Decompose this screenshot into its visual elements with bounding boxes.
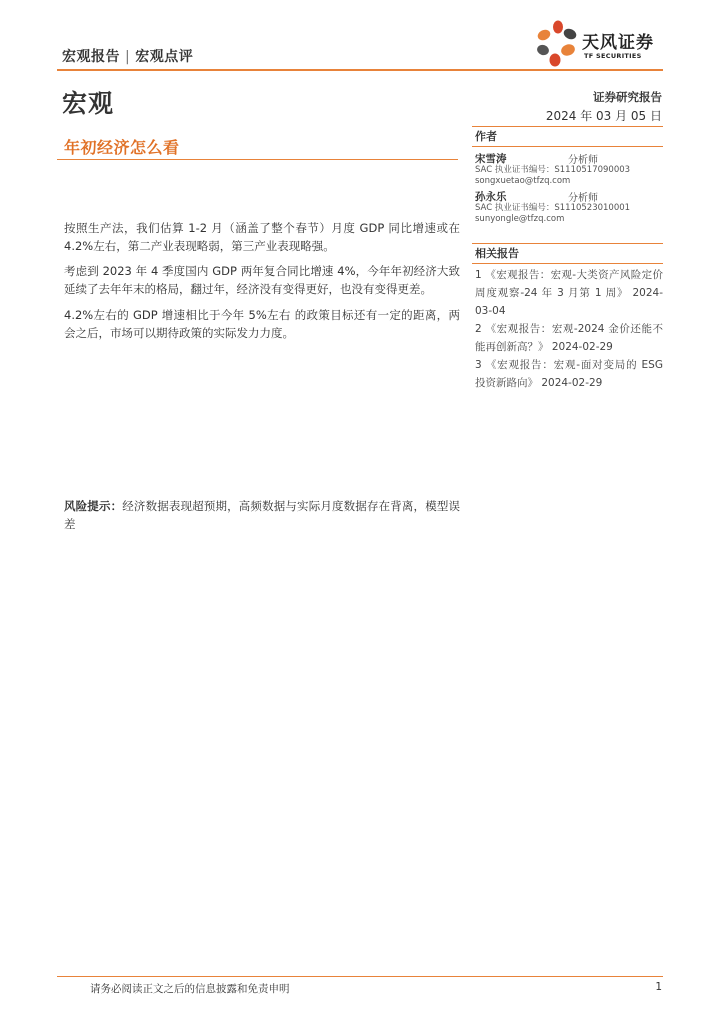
subtitle-divider (57, 159, 458, 160)
related-report-item[interactable]: 1 《宏观报告：宏观-大类资产风险定价周度观察-24 年 3 月第 1 周》 2024-03-04 (475, 269, 663, 317)
author-role: 分析师 (568, 155, 598, 166)
author-role: 分析师 (568, 193, 598, 204)
header-divider (57, 69, 663, 71)
report-category (62, 46, 193, 66)
authors-panel (472, 126, 663, 225)
logo-english: TF SECURITIES (584, 52, 642, 60)
related-heading: 相关报告 (472, 243, 663, 264)
page-title: 宏观 (62, 89, 115, 118)
footer-disclaimer: 请务必阅读正文之后的信息披露和免责申明 (90, 983, 290, 995)
category-label: 宏观报告 (62, 49, 120, 65)
category-separator: | (125, 49, 131, 65)
author-name: 孙永乐 分析师 (475, 191, 598, 204)
related-report-item[interactable]: 3 《宏观报告：宏观-面对变局的 ESG 投资新路向》 2024-02-29 (475, 359, 663, 389)
authors-heading: 作者 (472, 126, 663, 147)
footer-divider (57, 976, 663, 977)
logo-name: 天风证券 (582, 33, 654, 53)
related-report-item[interactable]: 2 《宏观报告：宏观-2024 金价还能不能再创新高？》 2024-02-29 (475, 323, 663, 353)
author-name: 宋雪涛 分析师 (475, 153, 598, 166)
body-paragraph-3: 4.2%左右的 GDP 增速相比于今年 5%左右 的政策目标还有一定的距离，两会之后，市场可以期待政策的实际发力力度。 (64, 308, 460, 340)
report-date: 2024 年 03 月 05 日 (545, 109, 662, 123)
author-email[interactable]: sunyongle@tfzq.com (475, 214, 565, 224)
body-paragraph-1: 按照生产法，我们估算 1-2 月（涵盖了整个春节）月度 GDP 同比增速或在 4.2%左右，第二产业表现略弱，第三产业表现略强。 (64, 221, 460, 253)
risk-label: 风险提示： (64, 499, 123, 513)
tf-flower-icon (534, 20, 582, 68)
report-subtitle: 年初经济怎么看 (64, 138, 180, 157)
report-type: 证券研究报告 (593, 90, 662, 104)
related-reports-panel (472, 243, 663, 392)
body-paragraph-2: 考虑到 2023 年 4 季度国内 GDP 两年复合同比增速 4%，今年年初经济大致延续了去年年末的格局，翻过年，经济没有变得更好，也没有变得更差。 (64, 264, 460, 296)
author-cert: SAC 执业证书编号：S1110517090003 (475, 165, 631, 175)
risk-warning (64, 497, 460, 533)
subcategory-label: 宏观点评 (135, 49, 194, 65)
author-email[interactable]: songxuetao@tfzq.com (475, 176, 571, 186)
page-number: 1 (655, 981, 662, 993)
company-logo (534, 20, 664, 68)
author-cert: SAC 执业证书编号：S1110523010001 (475, 203, 631, 213)
risk-text: 经济数据表现超预期，高频数据与实际月度数据存在背离，模型误差 (64, 499, 461, 531)
